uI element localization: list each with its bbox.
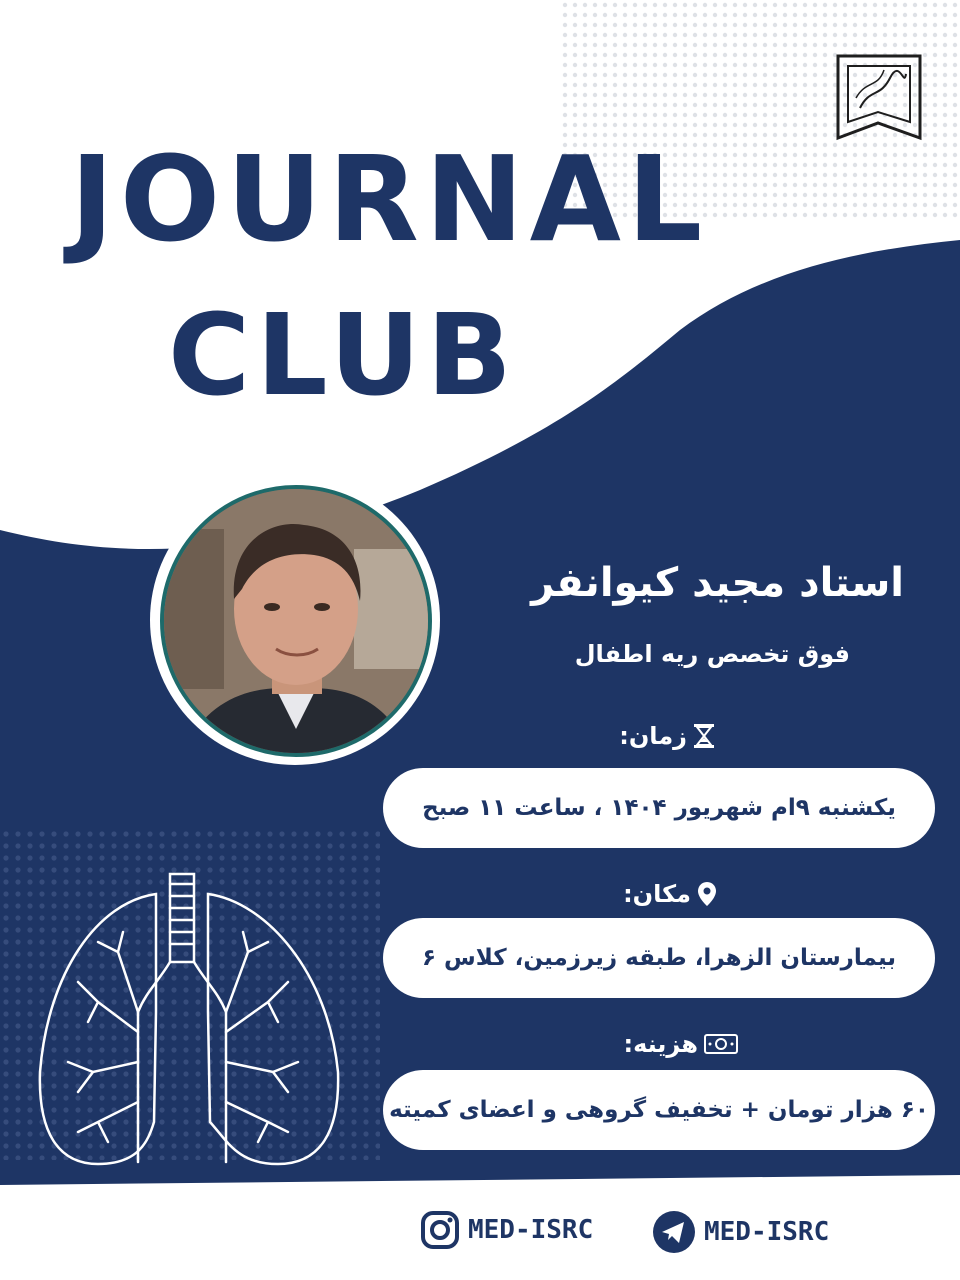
time-label-row xyxy=(619,722,715,750)
instagram-icon xyxy=(420,1210,460,1250)
lungs-icon xyxy=(38,872,348,1172)
time-value: یکشنبه ۹ام شهریور ۱۴۰۴ ، ساعت ۱۱ صبح xyxy=(422,795,896,821)
telegram-label: MED-ISRC xyxy=(704,1217,830,1247)
cost-label-row xyxy=(623,1030,738,1058)
telegram-icon xyxy=(652,1210,696,1254)
speaker-name: استاد مجید کیوانفر xyxy=(531,560,904,606)
cost-label: هزینه: xyxy=(623,1030,698,1058)
telegram-handle[interactable] xyxy=(652,1210,829,1254)
logo xyxy=(820,18,932,163)
speaker-photo-frame xyxy=(150,475,440,765)
title-line-2: CLUB xyxy=(168,291,518,421)
place-value: بیمارستان الزهرا، طبقه زیرزمین، کلاس ۶ xyxy=(422,945,897,971)
place-pill xyxy=(383,918,935,998)
instagram-handle[interactable] xyxy=(420,1210,593,1250)
time-label: زمان: xyxy=(619,722,687,750)
hourglass-icon xyxy=(693,723,715,749)
money-icon xyxy=(704,1033,738,1055)
place-label: مکان: xyxy=(623,880,691,908)
cost-value: ۶۰ هزار تومان + تخفیف گروهی و اعضای کمیته xyxy=(389,1097,929,1123)
location-pin-icon xyxy=(697,881,717,907)
title-line-1: JOURNAL xyxy=(70,130,709,268)
logo-emblem xyxy=(820,18,932,163)
cost-pill xyxy=(383,1070,935,1150)
time-pill xyxy=(383,768,935,848)
instagram-label: MED-ISRC xyxy=(468,1215,594,1245)
speaker-specialty: فوق تخصص ریه اطفال xyxy=(574,640,850,668)
speaker-photo xyxy=(160,485,432,757)
place-label-row xyxy=(623,880,717,908)
